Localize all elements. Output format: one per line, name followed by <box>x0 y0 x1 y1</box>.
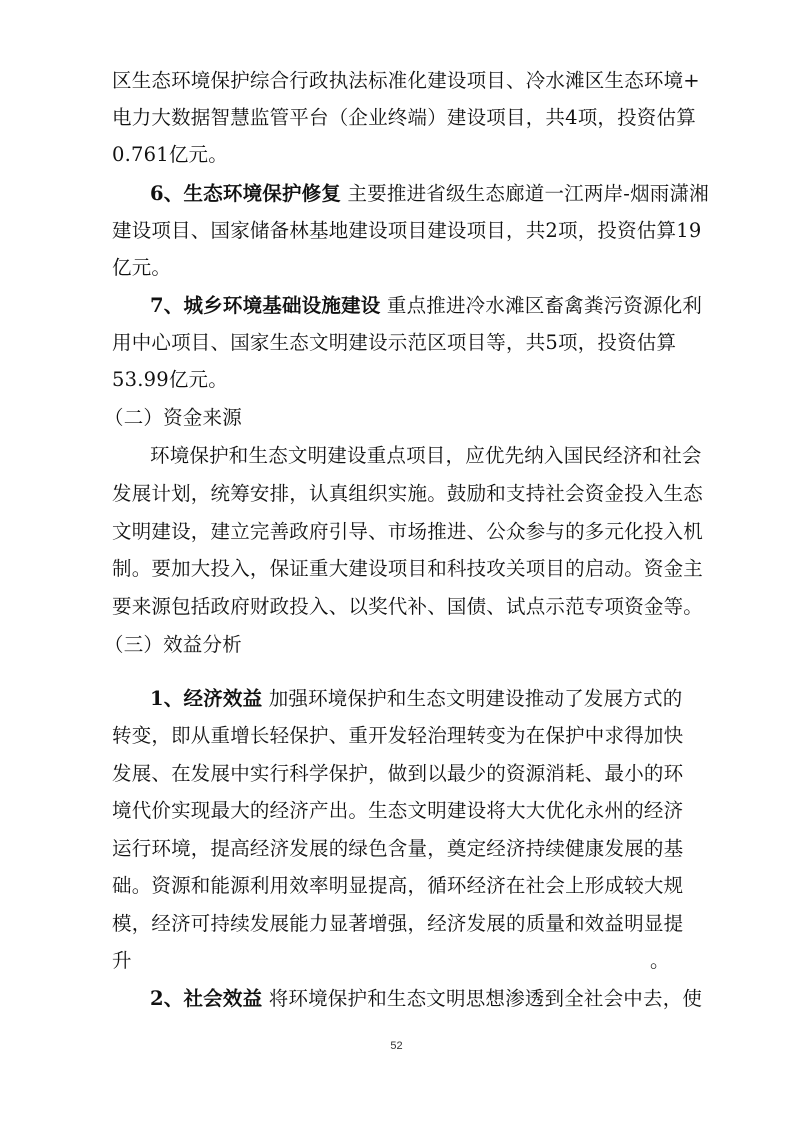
paragraph-line: 升 <box>112 949 132 972</box>
paragraph-line: 发展、在发展中实行科学保护，做到以最少的资源消耗、最小的环 <box>112 762 684 785</box>
item-7 <box>150 293 702 319</box>
paragraph-line: 发展计划，统筹安排，认真组织实施。鼓励和支持社会资金投入生态 <box>112 482 704 505</box>
item-heading: 6、生态环境保护修复 <box>150 182 342 205</box>
paragraph-line: 区生态环境保护综合行政执法标准化建设项目、冷水滩区生态环境+ <box>112 69 700 92</box>
paragraph-line: 要来源包括政府财政投入、以奖代补、国债、试点示范专项资金等。 <box>112 595 704 618</box>
item-economic-benefit <box>150 686 682 712</box>
paragraph-line: 运行环境，提高经济发展的绿色含量，奠定经济持续健康发展的基 <box>112 837 684 860</box>
item-social-benefit <box>150 986 702 1012</box>
paragraph-line: 亿元。 <box>112 256 172 279</box>
item-text: 主要推进省级生态廊道一江两岸-烟雨潇湘 <box>347 182 709 205</box>
paragraph-line: 转变，即从重增长轻保护、重开发轻治理转变为在保护中求得加快 <box>112 724 684 747</box>
item-text: 将环境保护和生态文明思想渗透到全社会中去，使 <box>268 987 703 1010</box>
paragraph-line: 电力大数据智慧监管平台（企业终端）建设项目，共4项，投资估算 <box>112 106 696 129</box>
paragraph-line: 环境保护和生态文明建设重点项目，应优先纳入国民经济和社会 <box>150 444 702 467</box>
paragraph-line: 建设项目、国家储备林基地建设项目建设项目，共2项，投资估算19 <box>112 219 702 242</box>
paragraph-line: 制。要加大投入，保证重大建设项目和科技攻关项目的启动。资金主 <box>112 557 704 580</box>
item-6 <box>150 181 709 207</box>
item-heading: 7、城乡环境基础设施建设 <box>150 294 381 317</box>
paragraph-line: 境代价实现最大的经济产出。生态文明建设将大大优化永州的经济 <box>112 799 684 822</box>
item-heading: 2、社会效益 <box>150 987 263 1010</box>
section-title: （二）资金来源 <box>104 406 242 429</box>
page-number: 52 <box>390 1040 403 1052</box>
trailing-period: 。 <box>650 949 670 972</box>
paragraph-line: 础。资源和能源利用效率明显提高，循环经济在社会上形成较大规 <box>112 874 684 897</box>
item-text: 重点推进冷水滩区畜禽粪污资源化利 <box>386 294 703 317</box>
paragraph-line: 53.99亿元。 <box>112 368 228 391</box>
section-title: （三）效益分析 <box>104 633 242 656</box>
paragraph-line: 0.761亿元。 <box>112 143 228 166</box>
item-text: 加强环境保护和生态文明建设推动了发展方式的 <box>268 687 683 710</box>
paragraph-line: 模，经济可持续发展能力显著增强，经济发展的质量和效益明显提 <box>112 912 684 935</box>
item-heading: 1、经济效益 <box>150 687 263 710</box>
paragraph-line: 用中心项目、国家生态文明建设示范区项目等，共5项，投资估算 <box>112 331 677 354</box>
paragraph-line: 文明建设，建立完善政府引导、市场推进、公众参与的多元化投入机 <box>112 520 704 543</box>
